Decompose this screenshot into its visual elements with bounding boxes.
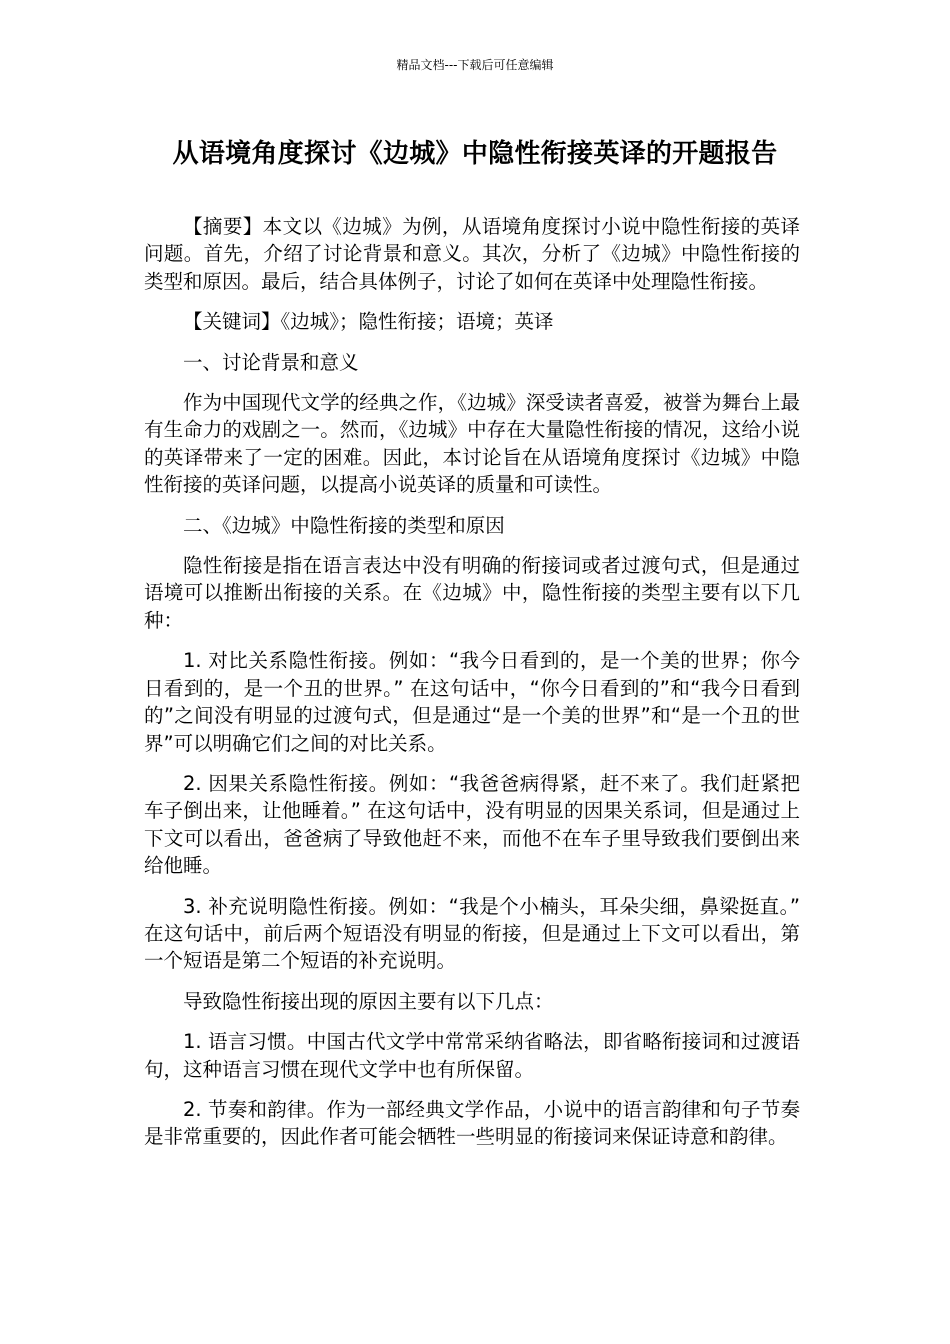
type-causal-paragraph: 2. 因果关系隐性衔接。例如：“我爸爸病得紧，赶不来了。我们赶紧把车子倒出来，让他睡着。” 在这句话中，没有明显的因果关系词，但是通过上下文可以看出，爸爸病了导致他赶不来，而他不在车子里导致我们要倒出来给他睡。 xyxy=(144,771,800,878)
section-heading-types: 二、《边城》中隐性衔接的类型和原因 xyxy=(183,513,505,537)
document-body xyxy=(144,213,800,1164)
reasons-intro-paragraph: 导致隐性衔接出现的原因主要有以下几点： xyxy=(183,989,554,1013)
definition-paragraph: 隐性衔接是指在语言表达中没有明确的衔接词或者过渡句式，但是通过语境可以推断出衔接的关系。在《边城》中，隐性衔接的类型主要有以下几种： xyxy=(144,554,800,632)
keywords-paragraph: 【关键词】《边城》；隐性衔接；语境；英译 xyxy=(183,310,554,334)
type-supplement-paragraph: 3. 补充说明隐性衔接。例如：“我是个小楠头，耳朵尖细，鼻梁挺直。” 在这句话中，前后两个短语没有明显的衔接，但是通过上下文可以看出，第一个短语是第二个短语的补充说明。 xyxy=(144,894,800,973)
document-title: 从语境角度探讨《边城》中隐性衔接英译的开题报告 xyxy=(172,139,778,169)
abstract-paragraph: 【摘要】本文以《边城》为例，从语境角度探讨小说中隐性衔接的英译问题。首先，介绍了讨论背景和意义。其次，分析了《边城》中隐性衔接的类型和原因。最后，结合具体例子，讨论了如何在英译中处理隐性衔接。 xyxy=(144,215,800,293)
type-contrast-paragraph: 1. 对比关系隐性衔接。例如：“我今日看到的，是一个美的世界；你今日看到的，是一个丑的世界。” 在这句话中，“你今日看到的”和“我今日看到的”之间没有明显的过渡句式，但是通过“是一个美的世界”和“是一个丑的世界”可以明确它们之间的对比关系。 xyxy=(144,649,800,755)
page-header: 精品文档---下载后可任意编辑 xyxy=(396,58,554,72)
background-paragraph: 作为中国现代文学的经典之作，《边城》深受读者喜爱，被誉为舞台上最有生命力的戏剧之一。然而，《边城》中存在大量隐性衔接的情况，这给小说的英译带来了一定的困难。因此，本讨论旨在从语境角度探讨《边城》中隐性衔接的英译问题，以提高小说英译的质量和可读性。 xyxy=(144,391,800,497)
section-heading-background: 一、讨论背景和意义 xyxy=(183,350,359,374)
reason-rhythm-paragraph: 2. 节奏和韵律。作为一部经典文学作品，小说中的语言韵律和句子节奏是非常重要的，因此作者可能会牺牲一些明显的衔接词来保证诗意和韵律。 xyxy=(144,1097,800,1149)
reason-language-habit-paragraph: 1. 语言习惯。中国古代文学中常常采纳省略法，即省略衔接词和过渡语句，这种语言习惯在现代文学中也有所保留。 xyxy=(144,1030,800,1081)
